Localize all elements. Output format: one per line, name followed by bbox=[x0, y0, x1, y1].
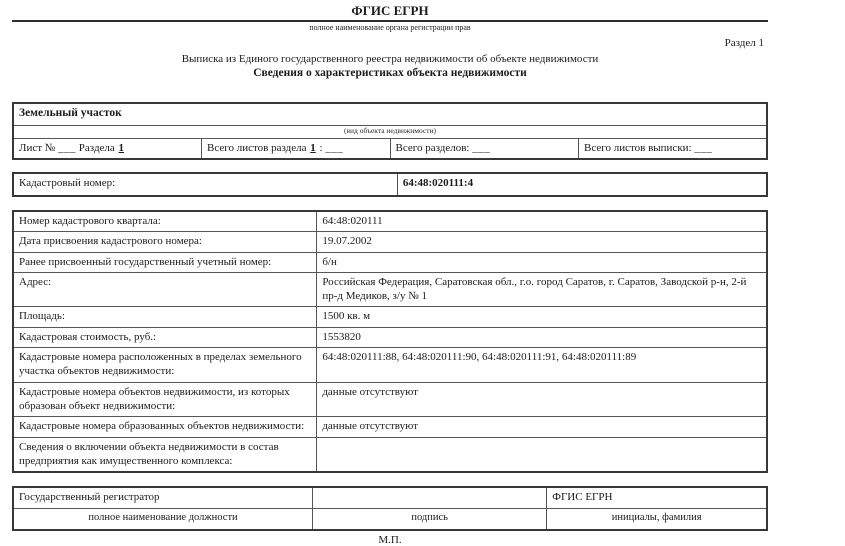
row-value-cell: данные отсутствуют bbox=[317, 417, 767, 437]
row-label-cell: Кадастровые номера образованных объектов недвижимости: bbox=[13, 417, 317, 437]
object-header-table bbox=[12, 102, 768, 160]
row-label-cell: Площадь: bbox=[13, 307, 317, 327]
signature-caption-cell: подпись bbox=[313, 509, 547, 531]
table-row bbox=[13, 211, 767, 232]
stamp-place-label: М.П. bbox=[378, 534, 402, 546]
section-label: Раздел 1 bbox=[724, 37, 764, 49]
total-sheets-blank: ___ bbox=[325, 142, 344, 154]
table-row bbox=[13, 487, 767, 509]
total-extract-sheets-label: Всего листов выписки: bbox=[584, 142, 692, 154]
table-row bbox=[13, 307, 767, 327]
total-sheets-label: Всего листов раздела bbox=[207, 142, 307, 154]
row-value-cell: Российская Федерация, Саратовская обл., г.о. город Саратов, г. Саратов, Заводской р-н, 2-й пр-д Медиков, з/у № 1 bbox=[317, 272, 767, 307]
table-row bbox=[13, 173, 767, 196]
row-label-cell: Ранее присвоенный государственный учетный номер: bbox=[13, 252, 317, 272]
table-row bbox=[13, 382, 767, 417]
row-value-cell: 64:48:020111:88, 64:48:020111:90, 64:48:020111:91, 64:48:020111:89 bbox=[317, 348, 767, 383]
sheet-number-cell bbox=[13, 139, 202, 160]
table-row bbox=[13, 272, 767, 307]
signature-cell bbox=[313, 487, 547, 509]
table-row bbox=[13, 437, 767, 472]
object-details-table bbox=[12, 210, 768, 473]
row-value-cell: данные отсутствуют bbox=[317, 382, 767, 417]
table-row bbox=[13, 232, 767, 252]
registrar-label-cell: Государственный регистратор bbox=[13, 487, 313, 509]
table-row bbox=[13, 509, 767, 531]
table-row bbox=[13, 348, 767, 383]
total-sheets-value: 1 bbox=[310, 142, 316, 154]
row-value-cell: 1500 кв. м bbox=[317, 307, 767, 327]
fgis-egrn-cell: ФГИС ЕГРН bbox=[547, 487, 767, 509]
document-content bbox=[12, 0, 768, 546]
total-extract-sheets-blank: ___ bbox=[694, 142, 713, 154]
table-row bbox=[13, 252, 767, 272]
colon: : bbox=[319, 142, 323, 154]
total-sheets-section-cell bbox=[202, 139, 391, 160]
row-label-cell: Сведения о включении объекта недвижимости в состав предприятия как имущественного комплекса: bbox=[13, 437, 317, 472]
sheet-info-row bbox=[13, 139, 767, 160]
total-extract-sheets-cell bbox=[579, 139, 768, 160]
document-title: Выписка из Единого государственного реестра недвижимости об объекте недвижимости bbox=[181, 53, 599, 65]
object-type-caption: (вид объекта недвижимости) bbox=[13, 126, 767, 139]
section-number-value: 1 bbox=[118, 142, 125, 154]
section-of-label: Раздела bbox=[78, 142, 115, 154]
sheet-label: Лист № bbox=[19, 142, 56, 154]
row-label-cell: Кадастровые номера объектов недвижимости, из которых образован объект недвижимости: bbox=[13, 382, 317, 417]
row-value-cell: 1553820 bbox=[317, 327, 767, 347]
row-value-cell: 19.07.2002 bbox=[317, 232, 767, 252]
name-caption-cell: инициалы, фамилия bbox=[547, 509, 767, 531]
row-label-cell: Кадастровые номера расположенных в пределах земельного участка объектов недвижимости: bbox=[13, 348, 317, 383]
row-value-cell bbox=[317, 437, 767, 472]
row-value-cell: б/н bbox=[317, 252, 767, 272]
org-title-underline bbox=[12, 20, 768, 22]
row-label-cell: Номер кадастрового квартала: bbox=[13, 211, 317, 232]
position-caption-cell: полное наименование должности bbox=[13, 509, 313, 531]
total-sections-cell bbox=[390, 139, 579, 160]
org-caption: полное наименование органа регистрации прав bbox=[309, 23, 471, 32]
cadastral-number-table bbox=[12, 172, 768, 197]
row-label-cell: Адрес: bbox=[13, 272, 317, 307]
sheet-number-blank: ___ bbox=[58, 142, 77, 154]
cadastral-number-label: Кадастровый номер: bbox=[13, 173, 397, 196]
signature-table bbox=[12, 486, 768, 531]
org-title: ФГИС ЕГРН bbox=[351, 3, 429, 18]
object-type-cell: Земельный участок bbox=[13, 103, 767, 126]
total-sections-label: Всего разделов: bbox=[395, 142, 470, 154]
row-value-cell: 64:48:020111 bbox=[317, 211, 767, 232]
row-label-cell: Дата присвоения кадастрового номера: bbox=[13, 232, 317, 252]
total-sections-blank: ___ bbox=[472, 142, 491, 154]
document-subtitle: Сведения о характеристиках объекта недвижимости bbox=[253, 67, 527, 79]
table-row bbox=[13, 327, 767, 347]
table-row bbox=[13, 126, 767, 139]
table-row bbox=[13, 103, 767, 126]
cadastral-number-value: 64:48:020111:4 bbox=[397, 173, 767, 196]
table-row bbox=[13, 417, 767, 437]
row-label-cell: Кадастровая стоимость, руб.: bbox=[13, 327, 317, 347]
